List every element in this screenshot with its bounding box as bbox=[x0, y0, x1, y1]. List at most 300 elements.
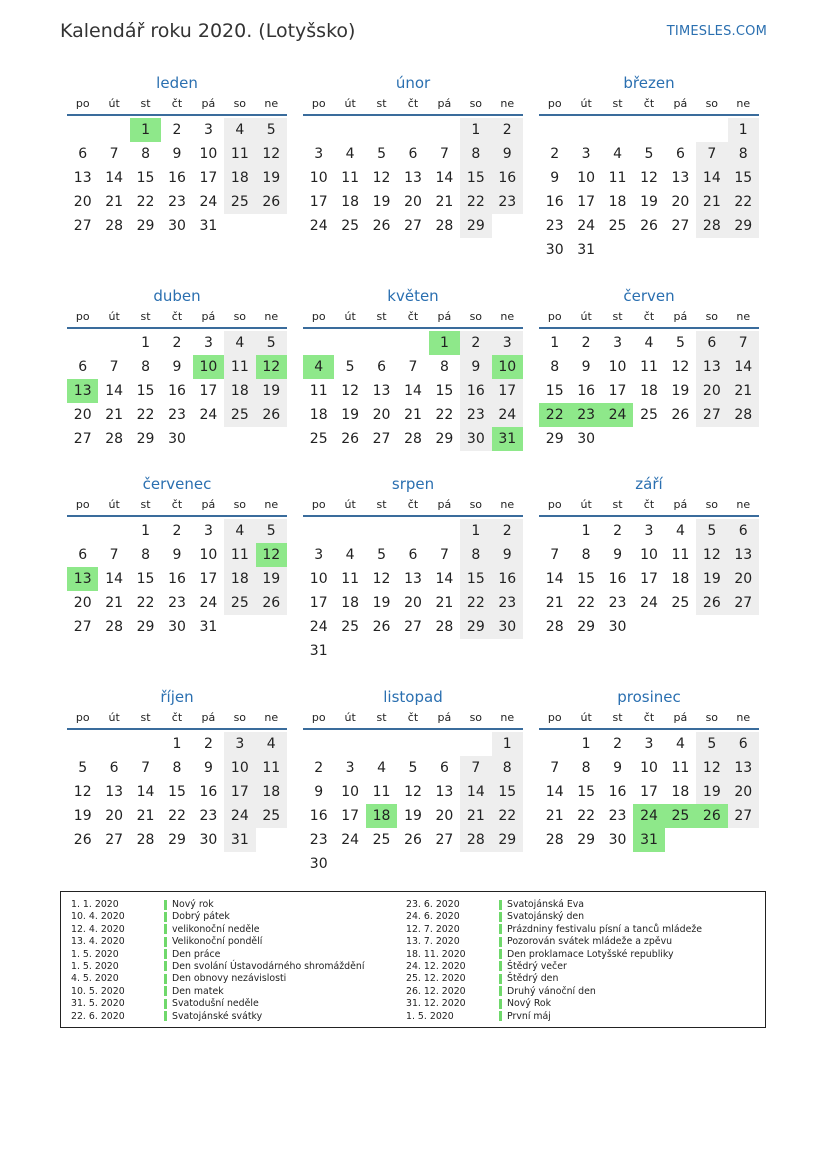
legend-holiday-name: velikonoční neděle bbox=[172, 923, 260, 935]
day-cell: 27 bbox=[404, 218, 422, 234]
legend-date: 26. 12. 2020 bbox=[406, 985, 466, 997]
month-6 bbox=[67, 473, 287, 639]
legend-holiday-name: Den matek bbox=[172, 985, 224, 997]
day-cell: 15 bbox=[545, 383, 564, 399]
day-cell: 11 bbox=[341, 170, 360, 186]
weekday-label: út bbox=[344, 97, 356, 110]
empty-cell bbox=[130, 732, 161, 756]
weekday-label: čt bbox=[171, 711, 183, 724]
site-logo-link[interactable]: TIMESLES.COM bbox=[666, 24, 767, 39]
month-4 bbox=[303, 285, 523, 451]
day-cell: 26 bbox=[640, 218, 658, 234]
day-cell: 19 bbox=[256, 379, 287, 403]
legend-holiday-name: Dobrý pátek bbox=[172, 911, 230, 923]
day-cell: 3 bbox=[613, 335, 623, 351]
weekday-label: ne bbox=[736, 498, 751, 511]
weekday-label: út bbox=[580, 498, 592, 511]
day-cell: 28 bbox=[728, 403, 759, 427]
day-cell: 28 bbox=[545, 619, 564, 635]
day-cell: 24 bbox=[309, 619, 328, 635]
day-cell: 7 bbox=[550, 760, 560, 776]
weekday-label: so bbox=[705, 97, 719, 110]
day-cell: 17 bbox=[640, 571, 658, 587]
day-cell: 30 bbox=[168, 619, 186, 635]
weekday-label: st bbox=[140, 498, 151, 511]
weekday-label: po bbox=[75, 498, 90, 511]
legend-holiday-name: Den práce bbox=[172, 948, 221, 960]
day-cell: 10 bbox=[309, 170, 328, 186]
holiday-marker-icon bbox=[499, 1011, 502, 1021]
day-cell: 13 bbox=[372, 383, 391, 399]
holiday-marker-icon bbox=[164, 961, 167, 971]
day-cell: 27 bbox=[671, 218, 690, 234]
day-cell: 24 bbox=[640, 595, 658, 611]
empty-cell bbox=[98, 519, 129, 543]
day-cell: 5 bbox=[377, 146, 387, 162]
weekday-label: ne bbox=[500, 310, 515, 323]
day-cell: 8 bbox=[728, 142, 759, 166]
empty-cell bbox=[397, 331, 428, 355]
day-cell: 1 bbox=[460, 519, 491, 543]
day-cell: 16 bbox=[492, 166, 523, 190]
day-cell: 21 bbox=[728, 379, 759, 403]
holiday-day-cell: 18 bbox=[366, 804, 397, 828]
day-cell: 2 bbox=[613, 523, 623, 539]
legend-entry bbox=[406, 973, 702, 985]
day-cell: 7 bbox=[460, 756, 491, 780]
day-grid bbox=[67, 732, 287, 852]
legend-date: 23. 6. 2020 bbox=[406, 899, 460, 910]
day-cell: 6 bbox=[728, 732, 759, 756]
weekday-label: ne bbox=[736, 97, 751, 110]
day-cell: 3 bbox=[644, 523, 654, 539]
holiday-day-cell: 10 bbox=[193, 355, 224, 379]
day-cell: 2 bbox=[172, 122, 182, 138]
day-cell: 30 bbox=[545, 242, 564, 258]
day-cell: 17 bbox=[492, 379, 523, 403]
day-cell: 12 bbox=[671, 359, 690, 375]
day-cell: 20 bbox=[105, 808, 124, 824]
day-cell: 21 bbox=[435, 595, 454, 611]
empty-cell bbox=[429, 732, 460, 756]
day-cell: 11 bbox=[671, 760, 690, 776]
day-cell: 29 bbox=[136, 218, 155, 234]
month-3 bbox=[67, 285, 287, 451]
empty-cell bbox=[98, 331, 129, 355]
day-cell: 16 bbox=[168, 170, 186, 186]
day-cell: 7 bbox=[141, 760, 151, 776]
day-cell: 7 bbox=[109, 547, 119, 563]
empty-cell bbox=[429, 519, 460, 543]
day-cell: 1 bbox=[172, 736, 182, 752]
weekday-label: čt bbox=[407, 310, 419, 323]
legend-holiday-name: Štědrý den bbox=[507, 973, 559, 985]
day-cell: 21 bbox=[545, 595, 564, 611]
holiday-marker-icon bbox=[499, 974, 502, 984]
day-cell: 19 bbox=[404, 808, 422, 824]
day-cell: 22 bbox=[168, 808, 186, 824]
day-cell: 1 bbox=[550, 335, 560, 351]
day-cell: 4 bbox=[613, 146, 623, 162]
day-cell: 2 bbox=[172, 523, 182, 539]
day-cell: 19 bbox=[372, 194, 391, 210]
weekday-header bbox=[303, 307, 523, 329]
day-cell: 8 bbox=[460, 142, 491, 166]
weekday-label: út bbox=[344, 498, 356, 511]
day-cell: 2 bbox=[460, 331, 491, 355]
holiday-day-cell: 12 bbox=[256, 355, 287, 379]
empty-cell bbox=[303, 732, 334, 756]
day-cell: 26 bbox=[696, 591, 727, 615]
holiday-day-cell: 25 bbox=[665, 804, 696, 828]
day-cell: 9 bbox=[613, 760, 623, 776]
day-cell: 23 bbox=[168, 595, 186, 611]
day-cell: 18 bbox=[309, 407, 328, 423]
day-cell: 30 bbox=[460, 427, 491, 451]
day-cell: 8 bbox=[581, 760, 591, 776]
day-cell: 6 bbox=[109, 760, 119, 776]
legend-entry bbox=[71, 924, 364, 936]
day-cell: 10 bbox=[577, 170, 596, 186]
holiday-marker-icon bbox=[164, 924, 167, 934]
day-cell: 11 bbox=[224, 355, 255, 379]
day-grid bbox=[539, 732, 759, 852]
day-cell: 20 bbox=[73, 194, 92, 210]
day-cell: 11 bbox=[671, 547, 690, 563]
day-cell: 9 bbox=[203, 760, 213, 776]
day-cell: 22 bbox=[577, 595, 596, 611]
day-cell: 25 bbox=[309, 431, 328, 447]
legend-entry bbox=[406, 986, 702, 998]
weekday-header bbox=[539, 94, 759, 116]
day-cell: 18 bbox=[608, 194, 627, 210]
holiday-marker-icon bbox=[164, 900, 167, 910]
legend-date: 13. 4. 2020 bbox=[71, 936, 125, 948]
day-cell: 25 bbox=[608, 218, 627, 234]
day-cell: 12 bbox=[696, 756, 727, 780]
day-cell: 25 bbox=[256, 804, 287, 828]
empty-cell bbox=[397, 519, 428, 543]
day-cell: 29 bbox=[460, 615, 491, 639]
day-cell: 5 bbox=[644, 146, 654, 162]
day-cell: 16 bbox=[309, 808, 328, 824]
day-cell: 17 bbox=[224, 780, 255, 804]
weekday-label: pá bbox=[201, 498, 216, 511]
weekday-label: st bbox=[612, 498, 623, 511]
day-cell: 24 bbox=[199, 194, 218, 210]
day-cell: 11 bbox=[608, 170, 627, 186]
legend-date: 24. 6. 2020 bbox=[406, 911, 460, 923]
day-cell: 27 bbox=[73, 218, 92, 234]
day-cell: 10 bbox=[224, 756, 255, 780]
day-cell: 22 bbox=[492, 804, 523, 828]
weekday-label: pá bbox=[437, 310, 452, 323]
day-cell: 29 bbox=[728, 214, 759, 238]
day-cell: 16 bbox=[199, 784, 218, 800]
page-title: Kalendář roku 2020. (Lotyšsko) bbox=[60, 20, 356, 42]
day-cell: 17 bbox=[199, 170, 218, 186]
weekday-label: út bbox=[580, 711, 592, 724]
day-cell: 29 bbox=[460, 214, 491, 238]
day-cell: 28 bbox=[435, 218, 454, 234]
day-cell: 26 bbox=[256, 591, 287, 615]
day-cell: 8 bbox=[460, 543, 491, 567]
legend-entry bbox=[71, 899, 364, 911]
day-cell: 16 bbox=[577, 383, 596, 399]
day-cell: 28 bbox=[105, 431, 124, 447]
weekday-header bbox=[67, 708, 287, 730]
day-cell: 23 bbox=[168, 194, 186, 210]
empty-cell bbox=[98, 118, 129, 142]
weekday-label: st bbox=[140, 310, 151, 323]
day-cell: 14 bbox=[404, 383, 422, 399]
day-cell: 5 bbox=[408, 760, 418, 776]
day-cell: 8 bbox=[141, 547, 151, 563]
legend-holiday-name: Štědrý večer bbox=[507, 960, 567, 972]
day-cell: 5 bbox=[696, 519, 727, 543]
day-cell: 9 bbox=[581, 359, 591, 375]
legend-date: 1. 5. 2020 bbox=[406, 1010, 454, 1022]
legend-holiday-name: První máj bbox=[507, 1010, 551, 1022]
weekday-label: čt bbox=[643, 310, 655, 323]
weekday-label: ne bbox=[500, 498, 515, 511]
day-cell: 2 bbox=[172, 335, 182, 351]
day-cell: 12 bbox=[404, 784, 422, 800]
day-grid bbox=[303, 331, 523, 451]
day-cell: 18 bbox=[640, 383, 658, 399]
legend-holiday-name: Svatojánská Eva bbox=[507, 899, 585, 910]
day-grid bbox=[67, 118, 287, 238]
day-cell: 22 bbox=[136, 407, 155, 423]
weekday-label: čt bbox=[407, 498, 419, 511]
month-10 bbox=[303, 686, 523, 876]
weekday-label: čt bbox=[643, 711, 655, 724]
empty-cell bbox=[539, 519, 570, 543]
day-cell: 23 bbox=[492, 190, 523, 214]
empty-cell bbox=[67, 519, 98, 543]
month-0 bbox=[67, 72, 287, 238]
legend-entry bbox=[71, 973, 364, 985]
day-cell: 26 bbox=[256, 403, 287, 427]
day-cell: 14 bbox=[105, 383, 124, 399]
day-cell: 9 bbox=[460, 355, 491, 379]
day-cell: 20 bbox=[696, 379, 727, 403]
holiday-marker-icon bbox=[499, 912, 502, 922]
month-name: listopad bbox=[383, 688, 443, 706]
weekday-label: pá bbox=[437, 711, 452, 724]
month-9 bbox=[67, 686, 287, 852]
day-cell: 4 bbox=[644, 335, 654, 351]
day-cell: 20 bbox=[73, 407, 92, 423]
holiday-marker-icon bbox=[164, 999, 167, 1009]
day-cell: 16 bbox=[545, 194, 564, 210]
day-cell: 17 bbox=[341, 808, 360, 824]
day-cell: 18 bbox=[224, 166, 255, 190]
empty-cell bbox=[366, 519, 397, 543]
holiday-day-cell: 24 bbox=[633, 804, 664, 828]
weekday-label: pá bbox=[437, 498, 452, 511]
day-cell: 6 bbox=[78, 359, 88, 375]
legend-holiday-name: Den svolání Ústavodárného shromáždění bbox=[172, 960, 365, 972]
day-cell: 28 bbox=[136, 832, 155, 848]
weekday-label: pá bbox=[673, 711, 688, 724]
empty-cell bbox=[303, 118, 334, 142]
weekday-label: po bbox=[75, 711, 90, 724]
legend-holiday-name: Den obnovy nezávislosti bbox=[172, 973, 287, 985]
weekday-label: ne bbox=[500, 97, 515, 110]
weekday-label: so bbox=[469, 498, 483, 511]
day-cell: 22 bbox=[728, 190, 759, 214]
day-cell: 18 bbox=[341, 194, 360, 210]
month-2 bbox=[539, 72, 759, 262]
day-cell: 30 bbox=[199, 832, 218, 848]
day-cell: 26 bbox=[372, 619, 391, 635]
weekday-label: út bbox=[344, 711, 356, 724]
empty-cell bbox=[67, 118, 98, 142]
day-cell: 31 bbox=[199, 218, 218, 234]
day-cell: 3 bbox=[314, 146, 324, 162]
day-cell: 30 bbox=[608, 832, 627, 848]
day-cell: 1 bbox=[581, 523, 591, 539]
day-cell: 2 bbox=[581, 335, 591, 351]
legend-date: 10. 5. 2020 bbox=[71, 985, 125, 997]
day-cell: 28 bbox=[105, 218, 124, 234]
day-cell: 7 bbox=[439, 146, 449, 162]
day-cell: 27 bbox=[728, 591, 759, 615]
day-cell: 12 bbox=[696, 543, 727, 567]
day-cell: 13 bbox=[728, 543, 759, 567]
month-name: duben bbox=[153, 287, 201, 305]
holiday-marker-icon bbox=[164, 1011, 167, 1021]
day-cell: 14 bbox=[545, 784, 564, 800]
day-cell: 27 bbox=[73, 431, 92, 447]
day-cell: 31 bbox=[224, 828, 255, 852]
weekday-label: út bbox=[108, 97, 120, 110]
day-cell: 20 bbox=[728, 567, 759, 591]
day-cell: 2 bbox=[492, 118, 523, 142]
weekday-label: pá bbox=[437, 97, 452, 110]
legend-entry bbox=[406, 936, 702, 948]
weekday-label: po bbox=[311, 498, 326, 511]
day-cell: 25 bbox=[372, 832, 391, 848]
day-cell: 15 bbox=[435, 383, 454, 399]
day-cell: 15 bbox=[136, 170, 155, 186]
weekday-label: pá bbox=[201, 97, 216, 110]
empty-cell bbox=[334, 118, 365, 142]
day-cell: 3 bbox=[314, 547, 324, 563]
weekday-label: ne bbox=[264, 97, 279, 110]
day-cell: 29 bbox=[136, 431, 155, 447]
day-cell: 11 bbox=[256, 756, 287, 780]
day-cell: 18 bbox=[671, 784, 690, 800]
weekday-label: st bbox=[376, 310, 387, 323]
day-cell: 7 bbox=[408, 359, 418, 375]
day-cell: 18 bbox=[671, 571, 690, 587]
day-cell: 6 bbox=[377, 359, 387, 375]
day-cell: 25 bbox=[671, 595, 690, 611]
day-cell: 9 bbox=[492, 543, 523, 567]
day-cell: 19 bbox=[256, 166, 287, 190]
day-cell: 15 bbox=[492, 780, 523, 804]
day-cell: 12 bbox=[73, 784, 92, 800]
weekday-header bbox=[539, 495, 759, 517]
day-cell: 14 bbox=[545, 571, 564, 587]
weekday-label: čt bbox=[171, 310, 183, 323]
day-cell: 24 bbox=[492, 403, 523, 427]
holiday-marker-icon bbox=[164, 986, 167, 996]
day-cell: 4 bbox=[224, 118, 255, 142]
day-cell: 22 bbox=[435, 407, 454, 423]
empty-cell bbox=[303, 519, 334, 543]
empty-cell bbox=[633, 118, 664, 142]
day-cell: 5 bbox=[345, 359, 355, 375]
day-cell: 29 bbox=[136, 619, 155, 635]
day-cell: 12 bbox=[372, 571, 391, 587]
day-cell: 31 bbox=[199, 619, 218, 635]
holiday-marker-icon bbox=[164, 937, 167, 947]
weekday-label: so bbox=[233, 97, 247, 110]
day-cell: 30 bbox=[492, 615, 523, 639]
holiday-marker-icon bbox=[499, 937, 502, 947]
holiday-marker-icon bbox=[499, 924, 502, 934]
holiday-day-cell: 22 bbox=[539, 403, 570, 427]
day-cell: 4 bbox=[675, 523, 685, 539]
day-cell: 30 bbox=[168, 431, 186, 447]
legend-holiday-name: Nový Rok bbox=[507, 998, 552, 1010]
day-cell: 13 bbox=[404, 170, 422, 186]
day-cell: 10 bbox=[309, 571, 328, 587]
empty-cell bbox=[366, 331, 397, 355]
day-cell: 31 bbox=[577, 242, 596, 258]
legend-date: 31. 12. 2020 bbox=[406, 998, 466, 1010]
day-cell: 26 bbox=[341, 431, 360, 447]
legend-entry bbox=[406, 961, 702, 973]
weekday-label: st bbox=[612, 97, 623, 110]
day-cell: 22 bbox=[136, 595, 155, 611]
day-cell: 6 bbox=[78, 146, 88, 162]
day-cell: 6 bbox=[675, 146, 685, 162]
day-cell: 25 bbox=[224, 403, 255, 427]
day-cell: 3 bbox=[644, 736, 654, 752]
month-name: červen bbox=[623, 287, 675, 305]
day-cell: 1 bbox=[141, 335, 151, 351]
empty-cell bbox=[67, 732, 98, 756]
weekday-label: po bbox=[547, 310, 562, 323]
weekday-label: čt bbox=[407, 97, 419, 110]
day-cell: 13 bbox=[73, 170, 92, 186]
holiday-day-cell: 10 bbox=[492, 355, 523, 379]
empty-cell bbox=[429, 118, 460, 142]
weekday-header bbox=[67, 307, 287, 329]
day-cell: 22 bbox=[460, 591, 491, 615]
weekday-label: so bbox=[233, 498, 247, 511]
day-cell: 14 bbox=[105, 170, 124, 186]
weekday-label: út bbox=[580, 97, 592, 110]
day-cell: 3 bbox=[203, 122, 213, 138]
day-cell: 28 bbox=[545, 832, 564, 848]
legend-entry bbox=[71, 961, 364, 973]
day-cell: 26 bbox=[372, 218, 391, 234]
month-name: květen bbox=[387, 287, 439, 305]
empty-cell bbox=[539, 118, 570, 142]
holiday-marker-icon bbox=[164, 974, 167, 984]
weekday-label: út bbox=[108, 498, 120, 511]
weekday-label: čt bbox=[643, 498, 655, 511]
weekday-label: po bbox=[311, 310, 326, 323]
day-cell: 1 bbox=[492, 732, 523, 756]
day-cell: 10 bbox=[199, 146, 218, 162]
day-cell: 12 bbox=[341, 383, 360, 399]
